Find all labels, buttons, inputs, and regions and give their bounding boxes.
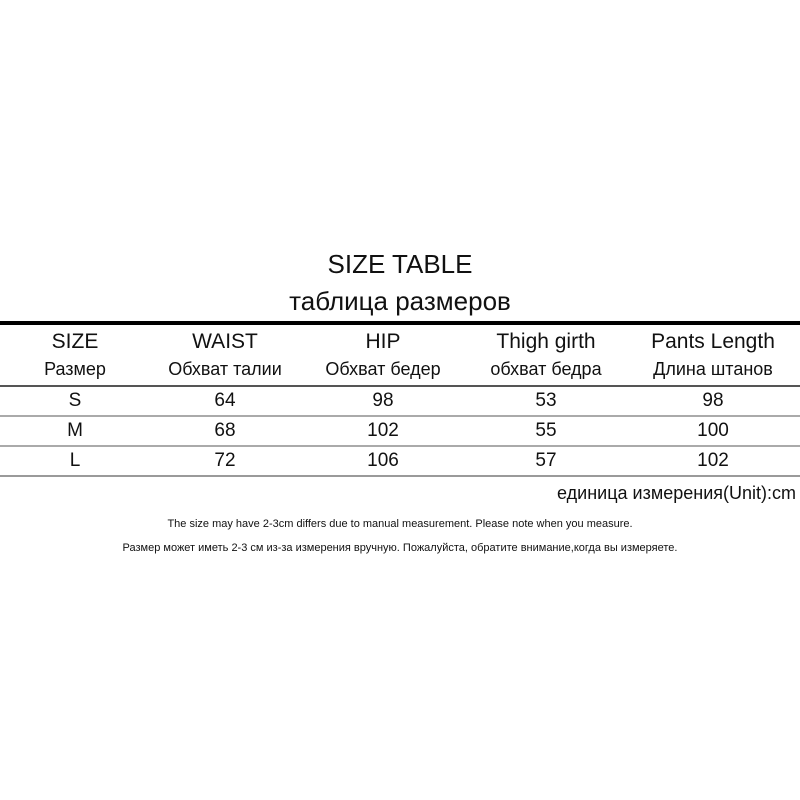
table-cell-size: S [68, 390, 82, 411]
header-size [0, 325, 150, 385]
size-table-title-russian: таблица размеров [289, 286, 511, 316]
header-label-en: Thigh girth [496, 330, 596, 353]
table-cell-waist: 68 [214, 420, 236, 441]
table-cell-hip: 102 [367, 420, 399, 441]
table-cell-waist: 64 [214, 390, 236, 411]
header-label-ru: Размер [44, 359, 106, 379]
unit-note: единица измерения(Unit):cm [557, 483, 796, 503]
header-waist [150, 325, 300, 385]
table-cell-hip: 106 [367, 450, 399, 471]
table-cell-size: M [67, 420, 83, 441]
size-table-title: SIZE TABLE [327, 249, 473, 279]
header-label-ru: обхват бедра [490, 359, 602, 379]
header-label-en: HIP [365, 330, 401, 353]
table-cell-waist: 72 [214, 450, 236, 471]
header-hip [300, 325, 466, 385]
table-cell-pants-length: 98 [702, 390, 724, 411]
header-label-en: WAIST [192, 330, 258, 353]
table-cell-pants-length: 100 [697, 420, 729, 441]
measurement-note-russian: Размер может иметь 2-3 см из-за измерения вручную. Пожалуйста, обратите внимание,когда вы измеряете. [122, 542, 678, 554]
header-label-ru: Обхват бедер [325, 359, 441, 379]
header-pants-length [626, 325, 800, 385]
table-cell-thigh-girth: 55 [535, 420, 557, 441]
table-row [0, 417, 800, 447]
table-cell-hip: 98 [372, 390, 394, 411]
size-table [0, 325, 800, 477]
measurement-note-english: The size may have 2-3cm differs due to manual measurement. Please note when you measure. [167, 518, 633, 530]
header-label-ru: Обхват талии [168, 359, 282, 379]
table-row [0, 387, 800, 417]
table-row [0, 447, 800, 477]
header-label-en: SIZE [51, 330, 99, 353]
table-cell-pants-length: 102 [697, 450, 729, 471]
table-header-row [0, 325, 800, 387]
header-label-en: Pants Length [651, 330, 775, 353]
table-cell-size: L [69, 450, 81, 471]
header-thigh-girth [466, 325, 626, 385]
header-label-ru: Длина штанов [653, 359, 773, 379]
table-cell-thigh-girth: 53 [535, 390, 557, 411]
table-cell-thigh-girth: 57 [535, 450, 557, 471]
